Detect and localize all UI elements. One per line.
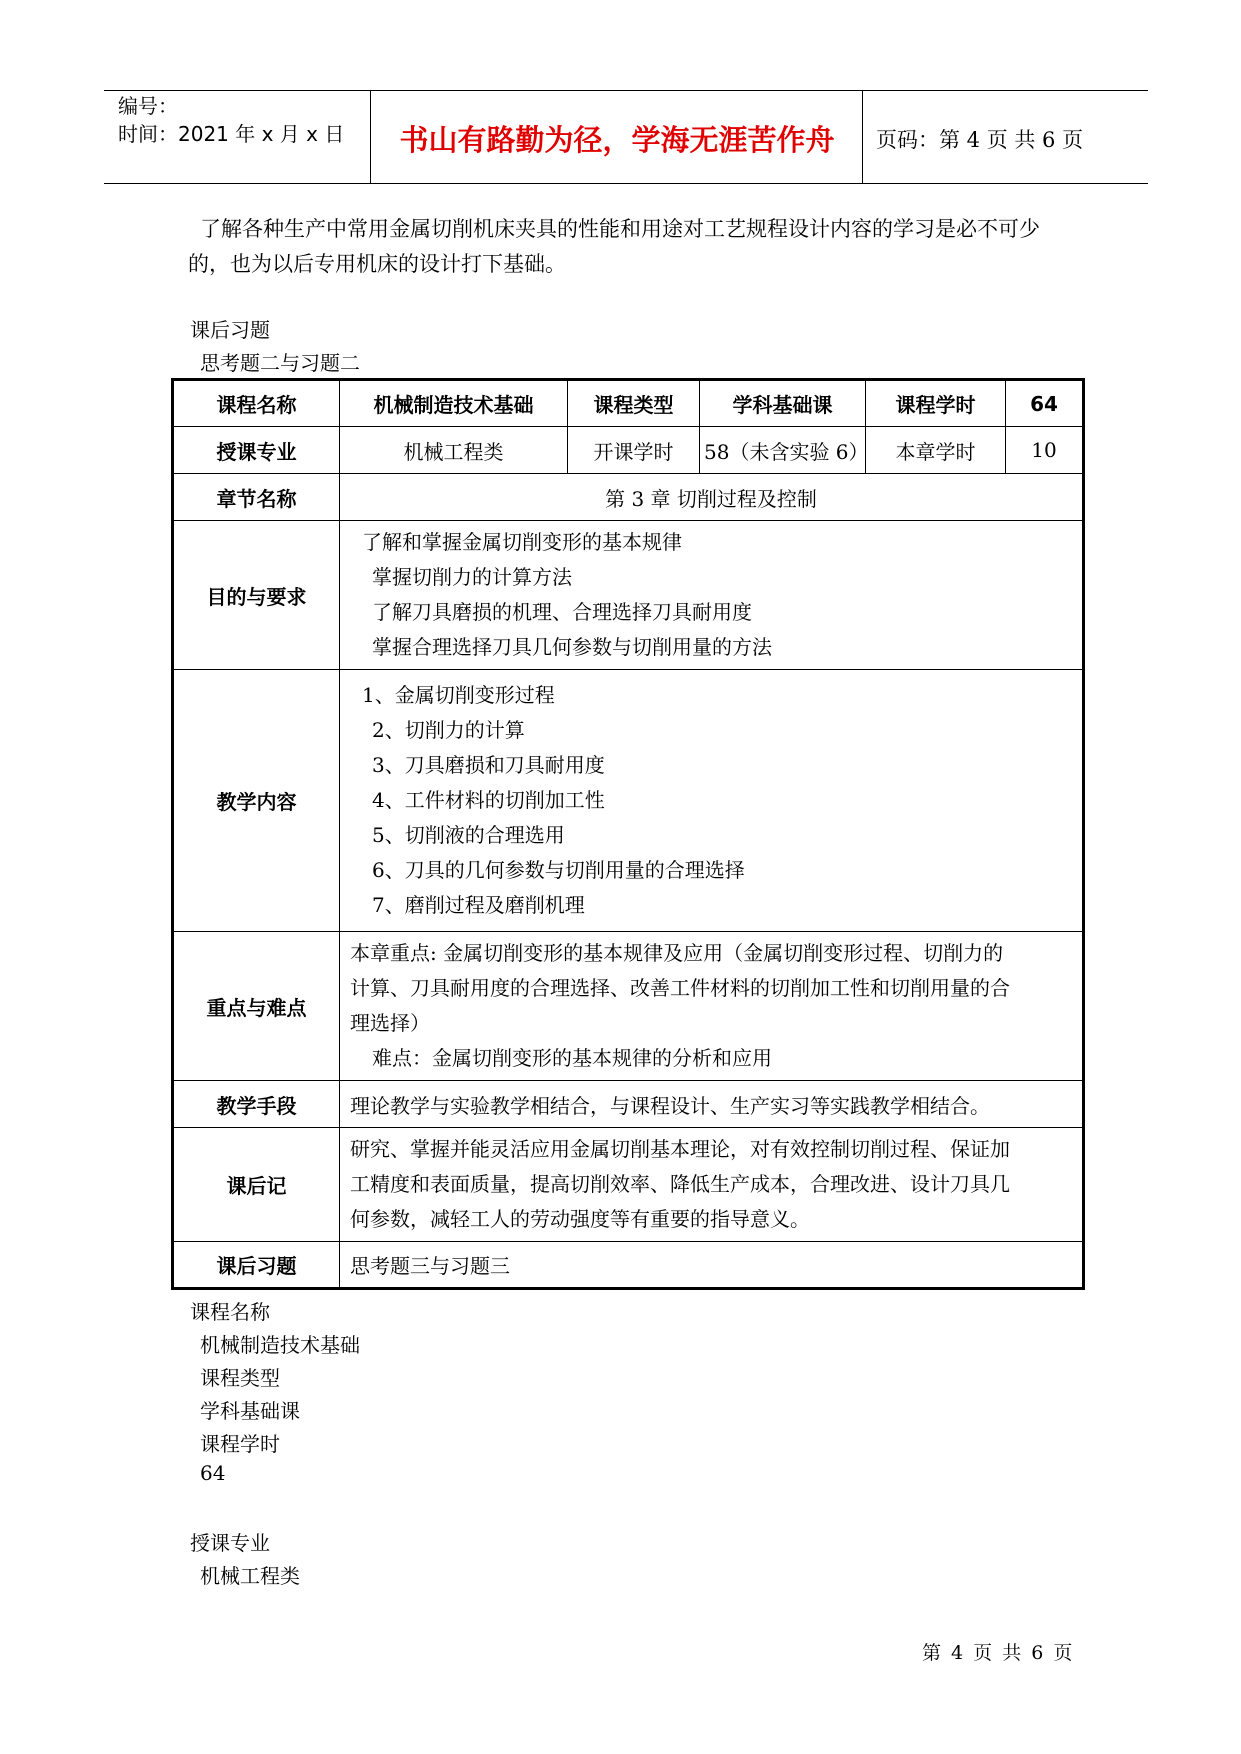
date-label: 时间：2021 年 x 月 x 日 xyxy=(118,122,345,146)
key-points-label: 重点与难点 xyxy=(173,932,340,1081)
chapter-value: 第 3 章 切削过程及控制 xyxy=(340,474,1084,521)
trailing-course-name-label: 课程名称 xyxy=(190,1300,270,1324)
homework-value: 思考题三与习题三 xyxy=(340,1242,1084,1289)
major-value: 机械工程类 xyxy=(340,427,568,474)
course-hours-value: 64 xyxy=(1006,380,1084,427)
major-label: 授课专业 xyxy=(173,427,340,474)
homework-text: 思考题二与习题二 xyxy=(200,351,360,375)
table-row xyxy=(173,427,1084,474)
trailing-major: 机械工程类 xyxy=(200,1564,300,1588)
goal-item: 掌握合理选择刀具几何参数与切削用量的方法 xyxy=(372,635,772,659)
content-item: 3、刀具磨损和刀具耐用度 xyxy=(372,753,605,777)
chapter-hours-value: 10 xyxy=(1006,427,1084,474)
trailing-course-hours-label: 课程学时 xyxy=(200,1432,280,1456)
post-class-notes xyxy=(340,1128,1084,1242)
trailing-course-type: 学科基础课 xyxy=(200,1399,300,1423)
footer-page-number: 第 4 页 共 6 页 xyxy=(922,1642,1073,1664)
trailing-major-label: 授课专业 xyxy=(190,1531,270,1555)
header-left-info xyxy=(118,92,344,148)
goal-item: 了解刀具磨损的机理、合理选择刀具耐用度 xyxy=(372,600,752,624)
goals-label: 目的与要求 xyxy=(173,521,340,670)
content-item: 5、切削液的合理选用 xyxy=(372,823,565,847)
content-item: 4、工件材料的切削加工性 xyxy=(372,788,605,812)
course-name-value: 机械制造技术基础 xyxy=(340,380,568,427)
course-type-value: 学科基础课 xyxy=(700,380,866,427)
table-row xyxy=(173,670,1084,932)
header-page-number: 页码：第 4 页 共 6 页 xyxy=(876,128,1084,152)
course-type-label: 课程类型 xyxy=(568,380,700,427)
table-row xyxy=(173,1242,1084,1289)
notes-line: 何参数，减轻工人的劳动强度等有重要的指导意义。 xyxy=(350,1207,810,1231)
header-bottom-rule xyxy=(104,183,1148,184)
header-divider-right xyxy=(862,90,863,183)
table-row xyxy=(173,1128,1084,1242)
teaching-methods-value: 理论教学与实验教学相结合，与课程设计、生产实习等实践教学相结合。 xyxy=(340,1081,1084,1128)
table-row xyxy=(173,1081,1084,1128)
post-class-notes-label: 课后记 xyxy=(173,1128,340,1242)
intro-paragraph: 了解各种生产中常用金属切削机床夹具的性能和用途对工艺规程设计内容的学习是必不可少的，也为以后专用机床的设计打下基础。 xyxy=(188,217,1040,276)
content-item: 6、刀具的几何参数与切削用量的合理选择 xyxy=(372,858,745,882)
chapter-hours-label: 本章学时 xyxy=(866,427,1006,474)
open-hours-value: 58（未含实验 6） xyxy=(700,427,866,474)
teaching-content-label: 教学内容 xyxy=(173,670,340,932)
key-point-line: 理选择） xyxy=(350,1011,430,1035)
key-points-content xyxy=(340,932,1084,1081)
key-point-line: 本章重点: 金属切削变形的基本规律及应用（金属切削变形过程、切削力的 xyxy=(350,941,1004,965)
trailing-course-hours: 64 xyxy=(200,1461,226,1485)
content-item: 2、切削力的计算 xyxy=(372,718,525,742)
open-hours-label: 开课学时 xyxy=(568,427,700,474)
goal-item: 了解和掌握金属切削变形的基本规律 xyxy=(362,530,682,554)
teaching-content xyxy=(340,670,1084,932)
header-top-rule xyxy=(104,90,1148,91)
table-row xyxy=(173,474,1084,521)
notes-line: 研究、掌握并能灵活应用金属切削基本理论，对有效控制切削过程、保证加 xyxy=(350,1137,1010,1161)
content-item: 7、磨削过程及磨削机理 xyxy=(372,893,585,917)
trailing-course-name: 机械制造技术基础 xyxy=(200,1333,360,1357)
goals-content xyxy=(340,521,1084,670)
course-hours-label: 课程学时 xyxy=(866,380,1006,427)
header-divider-left xyxy=(370,90,371,183)
notes-line: 工精度和表面质量，提高切削效率、降低生产成本，合理改进、设计刀具几 xyxy=(350,1172,1010,1196)
chapter-label: 章节名称 xyxy=(173,474,340,521)
homework-heading: 课后习题 xyxy=(190,318,270,342)
teaching-methods-label: 教学手段 xyxy=(173,1081,340,1128)
header-motto: 书山有路勤为径，学海无涯苦作舟 xyxy=(399,123,835,157)
trailing-course-type-label: 课程类型 xyxy=(200,1366,280,1390)
key-point-line: 计算、刀具耐用度的合理选择、改善工件材料的切削加工性和切削用量的合 xyxy=(350,976,1010,1000)
content-item: 1、金属切削变形过程 xyxy=(362,683,555,707)
table-row xyxy=(173,932,1084,1081)
course-name-label: 课程名称 xyxy=(173,380,340,427)
goal-item: 掌握切削力的计算方法 xyxy=(372,565,572,589)
course-table xyxy=(171,378,1085,1290)
serial-number-label: 编号： xyxy=(118,94,178,118)
homework-label: 课后习题 xyxy=(173,1242,340,1289)
table-row xyxy=(173,380,1084,427)
table-row xyxy=(173,521,1084,670)
difficulty-line: 难点：金属切削变形的基本规律的分析和应用 xyxy=(372,1046,772,1070)
